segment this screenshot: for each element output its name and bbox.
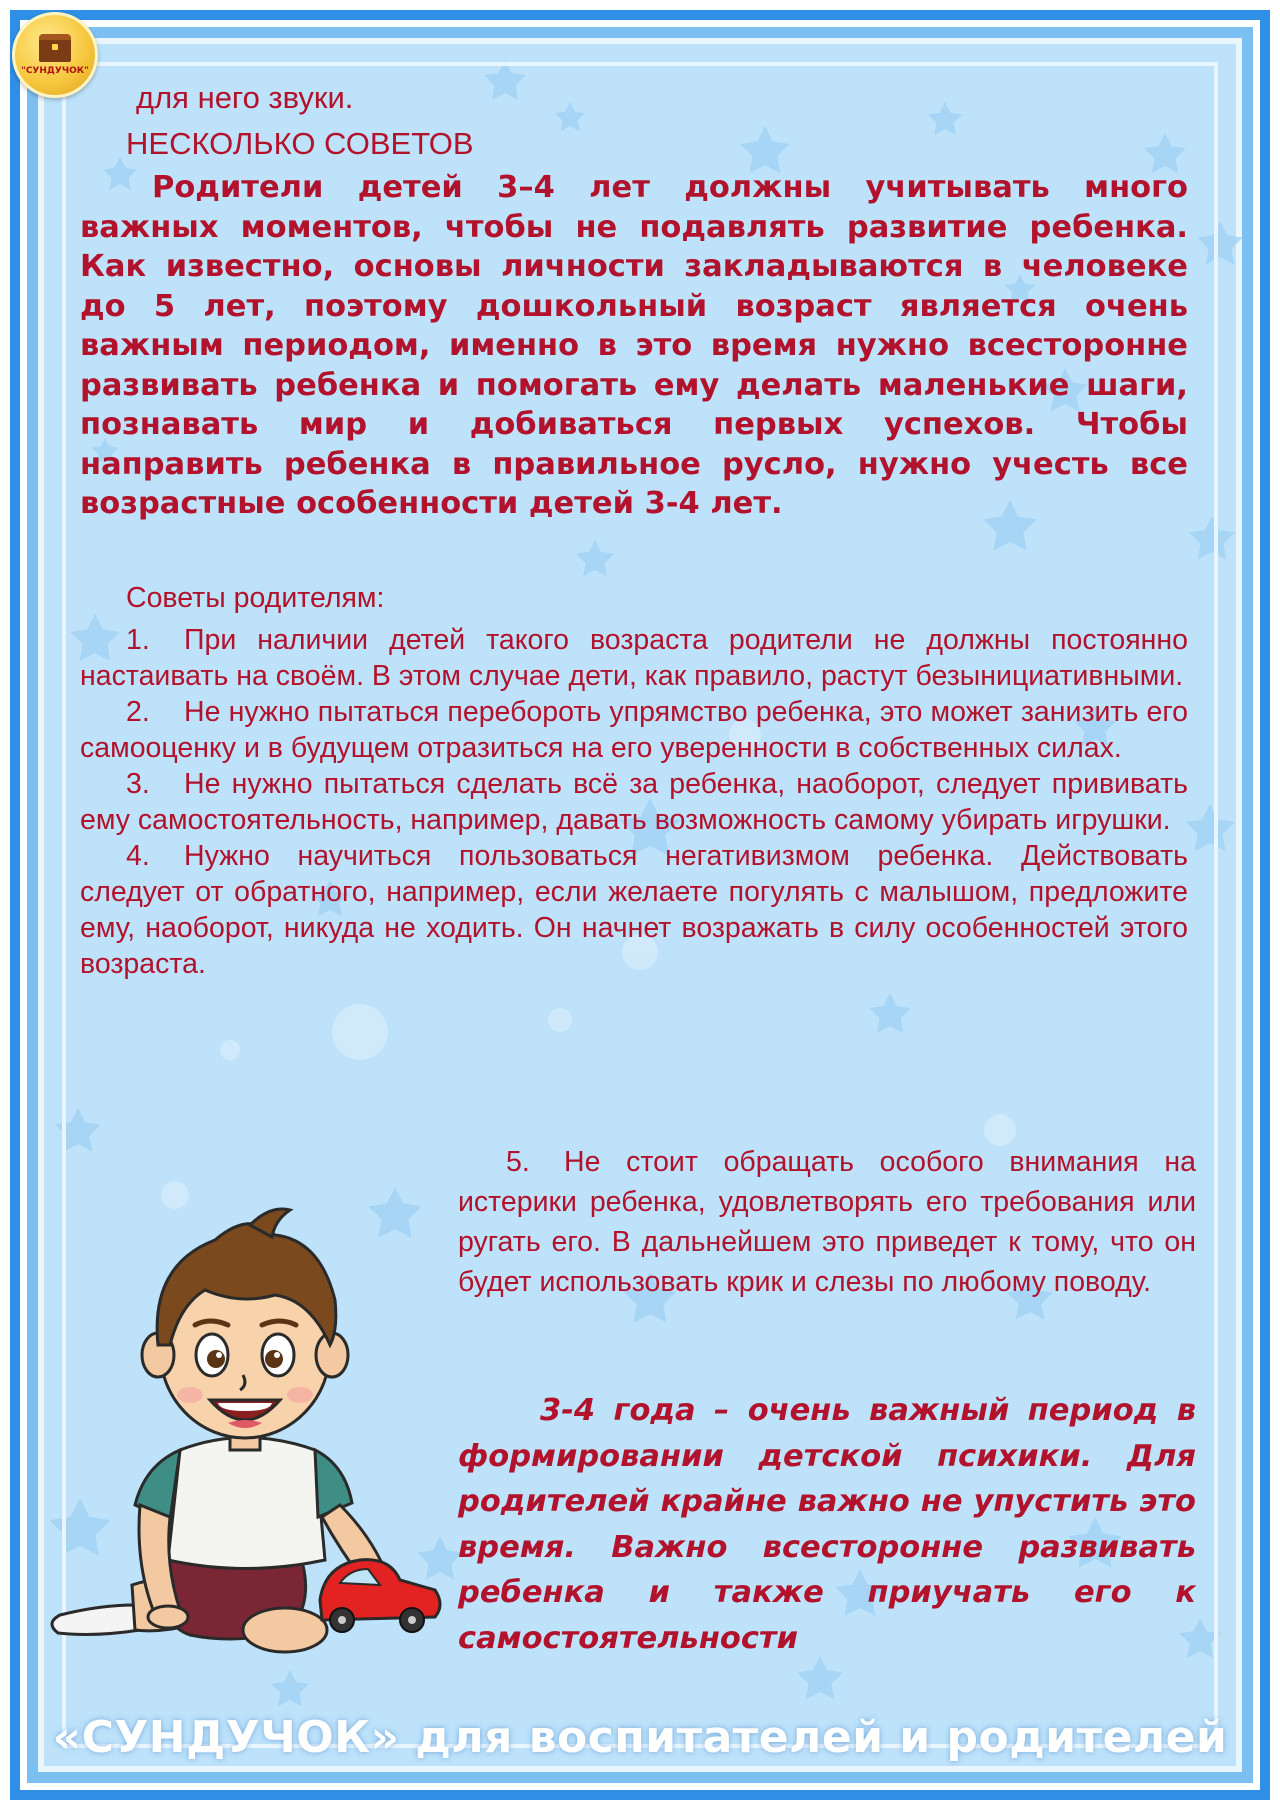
tip-number: 2. <box>126 696 150 728</box>
logo <box>12 12 98 98</box>
tip-number: 4. <box>126 840 150 872</box>
tip-number: 5. <box>506 1146 530 1178</box>
tip-text: Не нужно пытаться сделать всё за ребенка, наоборот, следует прививать ему самостоятельность, например, давать возможность самому убирать игрушки. <box>80 768 1188 836</box>
tip-number: 3. <box>126 768 150 800</box>
footer-banner: «СУНДУЧОК» для воспитателей и родителей <box>52 1712 1228 1763</box>
tip-item <box>80 838 1188 982</box>
conclusion-text: 3-4 года – очень важный период в формировании детской психики. Для родителей крайне важно не упустить это время. Важно всесторонне развивать ребенка и также приучать его к самостоятельности <box>458 1393 1196 1656</box>
tip-item <box>80 622 1188 694</box>
tip-text: Нужно научиться пользоваться негативизмом ребенка. Действовать следует от обратного, например, если желаете погулять с малышом, предложите ему, наоборот, никуда не ходить. Он начнет возражать в силу особенностей этого возраста. <box>80 840 1188 980</box>
tips-heading: Советы родителям: <box>126 582 385 614</box>
tip-number: 1. <box>126 624 150 656</box>
main-paragraph: Родители детей 3–4 лет должны учитывать много важных моментов, чтобы не подавлять развитие ребенка. Как известно, основы личности закладываются в человеке до 5 лет, поэтому дошкольный возраст является очень важным периодом, именно в это время нужно всесторонне развивать ребенка и помогать ему делать маленькие шаги, познавать мир и добиваться первых успехов. Чтобы направить ребенка в правильное русло, нужно учесть все возрастные особенности детей 3-4 лет. <box>80 170 1188 521</box>
tips-list <box>80 580 1188 982</box>
tip-text: Не стоит обращать особого внимания на истерики ребенка, удовлетворять его требования или ругать его. В дальнейшем это приведет к тому, что он будет использовать крик и слезы по любому поводу. <box>458 1146 1196 1298</box>
boy-with-toy-car-illustration <box>40 1205 450 1665</box>
section-heading: НЕСКОЛЬКО СОВЕТОВ <box>126 126 474 161</box>
tip-item <box>80 694 1188 766</box>
tip-text: При наличии детей такого возраста родители не должны постоянно настаивать на своём. В этом случае дети, как правило, растут безынициативными. <box>80 624 1188 692</box>
tip-text: Не нужно пытаться перебороть упрямство ребенка, это может занизить его самооценку и в будущем отразиться на его уверенности в собственных силах. <box>80 696 1188 764</box>
tip-item <box>80 766 1188 838</box>
treasure-chest-icon <box>39 34 71 62</box>
intro-fragment: для него звуки. <box>136 80 354 115</box>
logo-name: "СУНДУЧОК" <box>21 66 89 76</box>
tip-item-5 <box>458 1142 1196 1302</box>
